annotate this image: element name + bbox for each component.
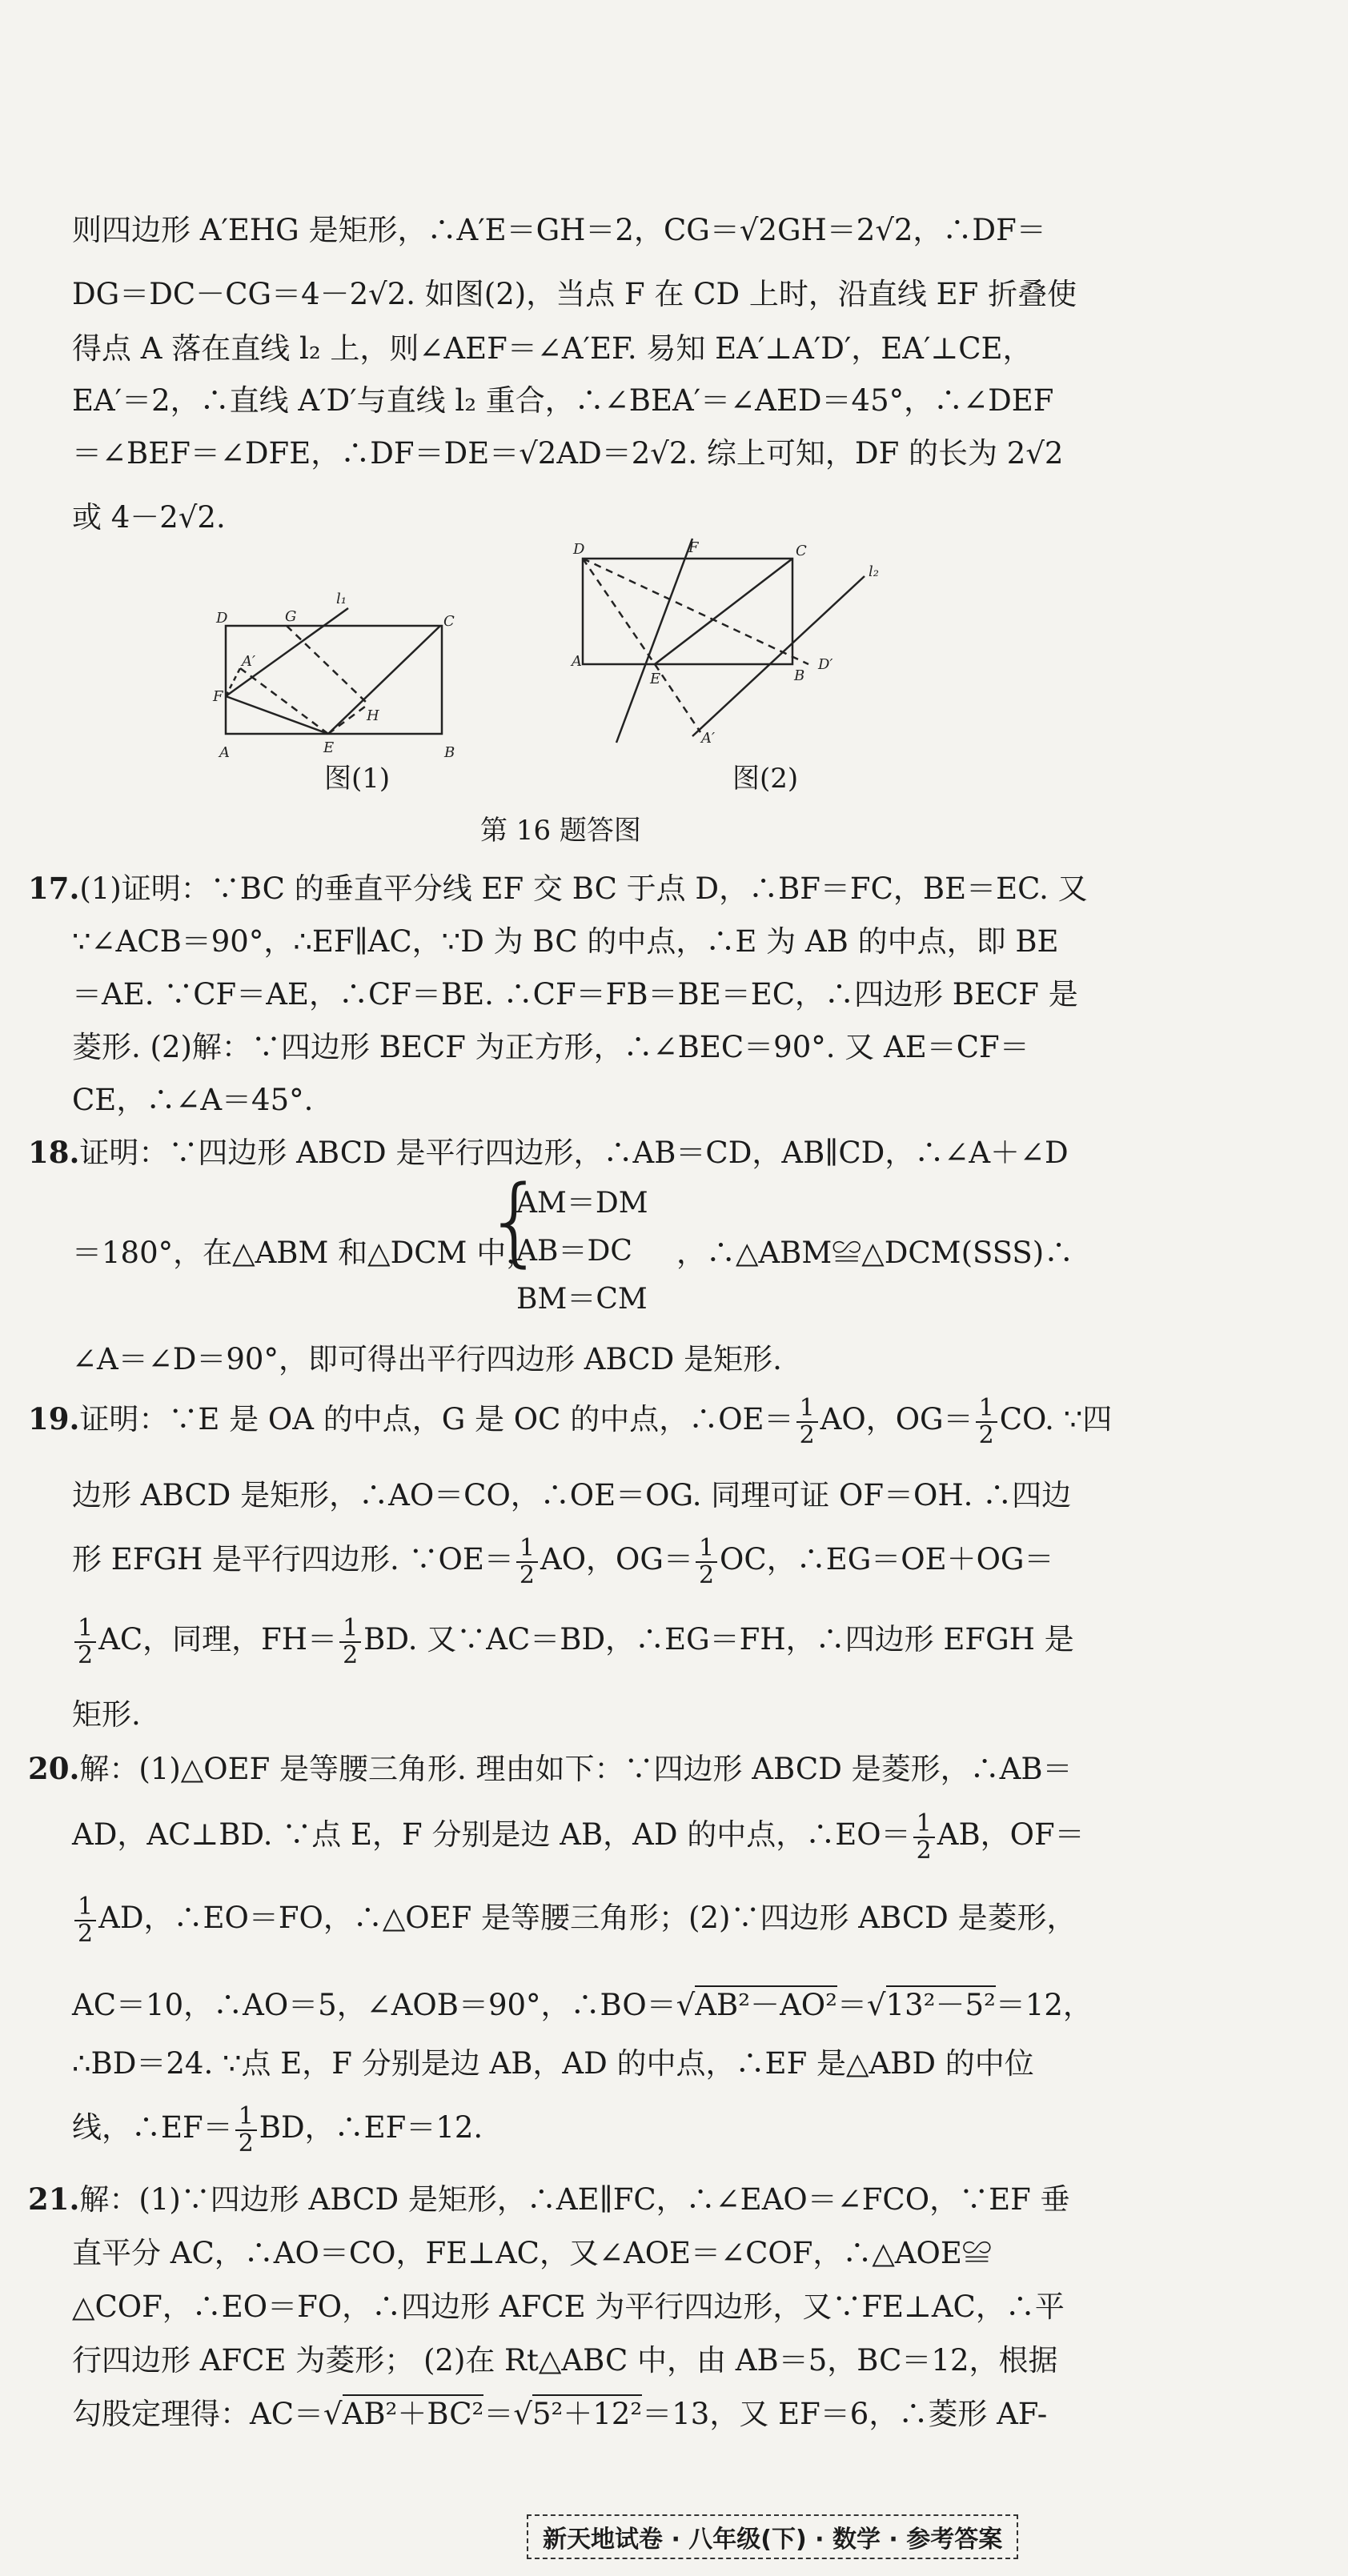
rectangle-abcd — [226, 626, 442, 734]
fraction-half: $\frac{1}{2}$ — [74, 1616, 96, 1668]
text-line: AC＝10，∴AO＝5，∠AOB＝90°，∴BO＝ — [72, 1988, 676, 2022]
fig1-label-d: D — [216, 610, 228, 627]
question-number: 21. — [28, 2181, 80, 2217]
fig1-label-a-prime: A′ — [242, 653, 256, 670]
line-l2 — [692, 576, 865, 736]
text-line: BD. 又∵AC＝BD，∴EG＝FH，∴四边形 EFGH 是 — [363, 1622, 1074, 1657]
text-line: AO，OG＝ — [820, 1402, 973, 1436]
fig1-label-h: H — [367, 707, 379, 724]
text-line: ，∴△ABM≌△DCM(SSS)∴ — [676, 1236, 1074, 1270]
sqrt-radicand: 13²－5² — [886, 1985, 996, 2022]
fig2-label-b: B — [794, 667, 805, 684]
text-line: 证明：∵四边形 ABCD 是平行四边形，∴AB＝CD，AB∥CD，∴∠A＋∠D — [79, 1136, 1069, 1170]
fraction-half: $\frac{1}{2}$ — [796, 1396, 818, 1448]
sqrt-symbol: √ — [676, 1988, 696, 2022]
text-line: 得点 A 落在直线 l₂ 上，则∠AEF＝∠A′EF. 易知 EA′⊥A′D′，EA′⊥CE， — [72, 331, 1033, 366]
rectangle-abcd — [583, 559, 792, 664]
fig1-label-a: A — [219, 744, 230, 761]
fraction-half: $\frac{1}{2}$ — [696, 1536, 717, 1588]
text-line: BD，∴EF＝12. — [259, 2110, 483, 2145]
fig2-label-e: E — [650, 671, 661, 687]
page-footer: 新天地试卷 · 八年级(下) · 数学 · 参考答案 — [527, 2514, 1018, 2559]
brace-system — [484, 1166, 692, 1316]
fig1-label-f: F — [213, 688, 223, 705]
question-number: 20. — [28, 1751, 80, 1786]
fig1-label-g: G — [285, 608, 297, 625]
fig2-label-a: A — [572, 653, 582, 670]
text-line: 解：(1)∵四边形 ABCD 是矩形，∴AE∥FC，∴∠EAO＝∠FCO，∵EF 垂 — [79, 2182, 1070, 2217]
text-line: AD，AC⊥BD. ∵点 E，F 分别是边 AB，AD 的中点，∴EO＝ — [72, 1817, 911, 1852]
line-fe — [616, 539, 692, 743]
text-line: 行四边形 AFCE 为菱形； (2)在 Rt△ABC 中，由 AB＝5，BC＝12，根据 — [72, 2343, 1058, 2378]
text-line: ∴BD＝24. ∵点 E，F 分别是边 AB，AD 的中点，∴EF 是△ABD 的中位 — [72, 2046, 1034, 2081]
text-line: DG＝DC－CG＝4－2√2. 如图(2)，当点 F 在 CD 上时，沿直线 EF 折叠使 — [72, 277, 1077, 311]
text-line: 解：(1)△OEF 是等腰三角形. 理由如下：∵四边形 ABCD 是菱形，∴AB＝ — [79, 1752, 1073, 1786]
text-line: ＝AE. ∵CF＝AE，∴CF＝BE. ∴CF＝FB＝BE＝EC，∴四边形 BECF 是 — [72, 977, 1078, 1012]
text-line: CO. ∵四 — [999, 1402, 1113, 1436]
text-line: 边形 ABCD 是矩形，∴AO＝CO，∴OE＝OG. 同理可证 OF＝OH. ∴四边 — [72, 1478, 1072, 1512]
condition-1: AM＝DM — [516, 1187, 648, 1220]
fraction-half: $\frac{1}{2}$ — [339, 1616, 361, 1668]
condition-2: AB＝DC — [516, 1235, 632, 1268]
figure-2 — [560, 536, 929, 752]
line-fe — [226, 696, 328, 734]
sqrt-symbol: √ — [323, 2397, 343, 2431]
question-number: 17. — [28, 871, 80, 906]
text-line: ＝180°，在△ABM 和△DCM 中， — [72, 1236, 536, 1270]
text-line: AD，∴EO＝FO，∴△OEF 是等腰三角形；(2)∵四边形 ABCD 是菱形， — [98, 1901, 1077, 1935]
figure-1-caption: 图(1) — [324, 763, 391, 795]
sqrt-symbol: √ — [513, 2397, 532, 2431]
text-line: 直平分 AC，∴AO＝CO，FE⊥AC，又∠AOE＝∠COF，∴△AOE≌ — [72, 2236, 992, 2270]
text-line: ＝∠BEF＝∠DFE，∴DF＝DE＝√2AD＝2√2. 综上可知，DF 的长为 2√2 — [72, 436, 1064, 471]
fig2-label-d-prime: D′ — [818, 656, 833, 673]
text-line: ＝ — [483, 2397, 514, 2431]
question-number: 18. — [28, 1135, 80, 1170]
sqrt-radicand: AB²－AO² — [695, 1985, 837, 2022]
figure-title: 第 16 题答图 — [480, 815, 641, 847]
sqrt-symbol: √ — [866, 1988, 886, 2022]
sqrt-radicand: AB²＋BC² — [343, 2394, 484, 2431]
line-ec — [328, 626, 440, 734]
text-line: OC，∴EG＝OE＋OG＝ — [720, 1542, 1054, 1576]
left-brace: { — [484, 1166, 546, 1277]
text-line: CE，∴∠A＝45°. — [72, 1083, 314, 1117]
text-line: AO，OG＝ — [540, 1542, 693, 1576]
text-line: 证明：∵E 是 OA 的中点，G 是 OC 的中点，∴OE＝ — [79, 1402, 794, 1436]
fig2-label-c: C — [796, 543, 807, 559]
fig1-label-c: C — [443, 613, 455, 630]
text-line: 则四边形 A′EHG 是矩形，∴A′E＝GH＝2，CG＝√2GH＝2√2，∴DF＝ — [72, 213, 1046, 247]
fig2-label-f: F — [688, 539, 699, 556]
text-line: AB，OF＝ — [937, 1817, 1085, 1852]
text-line: ∵∠ACB＝90°，∴EF∥AC，∵D 为 BC 的中点，∴E 为 AB 的中点，即 BE — [72, 924, 1059, 959]
text-line: 或 4－2√2. — [72, 500, 226, 535]
fig1-label-e: E — [323, 739, 335, 756]
fig1-label-b: B — [444, 744, 455, 761]
fraction-half: $\frac{1}{2}$ — [235, 2104, 257, 2156]
text-line: (1)证明：∵BC 的垂直平分线 EF 交 BC 于点 D，∴BF＝FC，BE＝EC. 又 — [79, 871, 1088, 906]
sqrt-radicand: 5²＋12² — [532, 2394, 642, 2431]
fraction-half: $\frac{1}{2}$ — [74, 1894, 96, 1946]
figure-1 — [208, 584, 472, 768]
fig2-label-d: D — [573, 541, 585, 558]
text-line: ＝ — [836, 1988, 867, 2022]
text-line: ∠A＝∠D＝90°，即可得出平行四边形 ABCD 是矩形. — [72, 1342, 782, 1376]
text-line: 勾股定理得：AC＝ — [72, 2397, 324, 2431]
text-line: ＝12， — [995, 1988, 1093, 2022]
figure-2-caption: 图(2) — [732, 763, 799, 795]
text-line: 矩形. — [72, 1697, 141, 1732]
fig2-label-a-prime: A′ — [701, 730, 716, 747]
text-line: 形 EFGH 是平行四边形. ∵OE＝ — [72, 1542, 514, 1576]
fig2-label-l2: l₂ — [869, 563, 879, 580]
text-line: EA′＝2，∴直线 A′D′与直线 l₂ 重合，∴∠BEA′＝∠AED＝45°，∴∠DEF — [72, 383, 1054, 418]
text-line: 菱形. (2)解：∵四边形 BECF 为正方形，∴∠BEC＝90°. 又 AE＝CF＝ — [72, 1030, 1029, 1064]
text-line: ＝13，又 EF＝6，∴菱形 AF- — [642, 2397, 1048, 2431]
condition-3: BM＝CM — [516, 1283, 648, 1316]
fraction-half: $\frac{1}{2}$ — [913, 1811, 935, 1863]
text-line: △COF，∴EO＝FO，∴四边形 AFCE 为平行四边形，又∵FE⊥AC，∴平 — [72, 2290, 1065, 2324]
fraction-half: $\frac{1}{2}$ — [516, 1536, 538, 1588]
line-ec — [655, 559, 792, 664]
fig1-label-l1: l₁ — [336, 591, 347, 607]
text-line: AC，同理，FH＝ — [98, 1622, 338, 1657]
question-number: 19. — [28, 1401, 80, 1436]
fraction-half: $\frac{1}{2}$ — [976, 1396, 997, 1448]
text-line: 线，∴EF＝ — [72, 2110, 233, 2145]
